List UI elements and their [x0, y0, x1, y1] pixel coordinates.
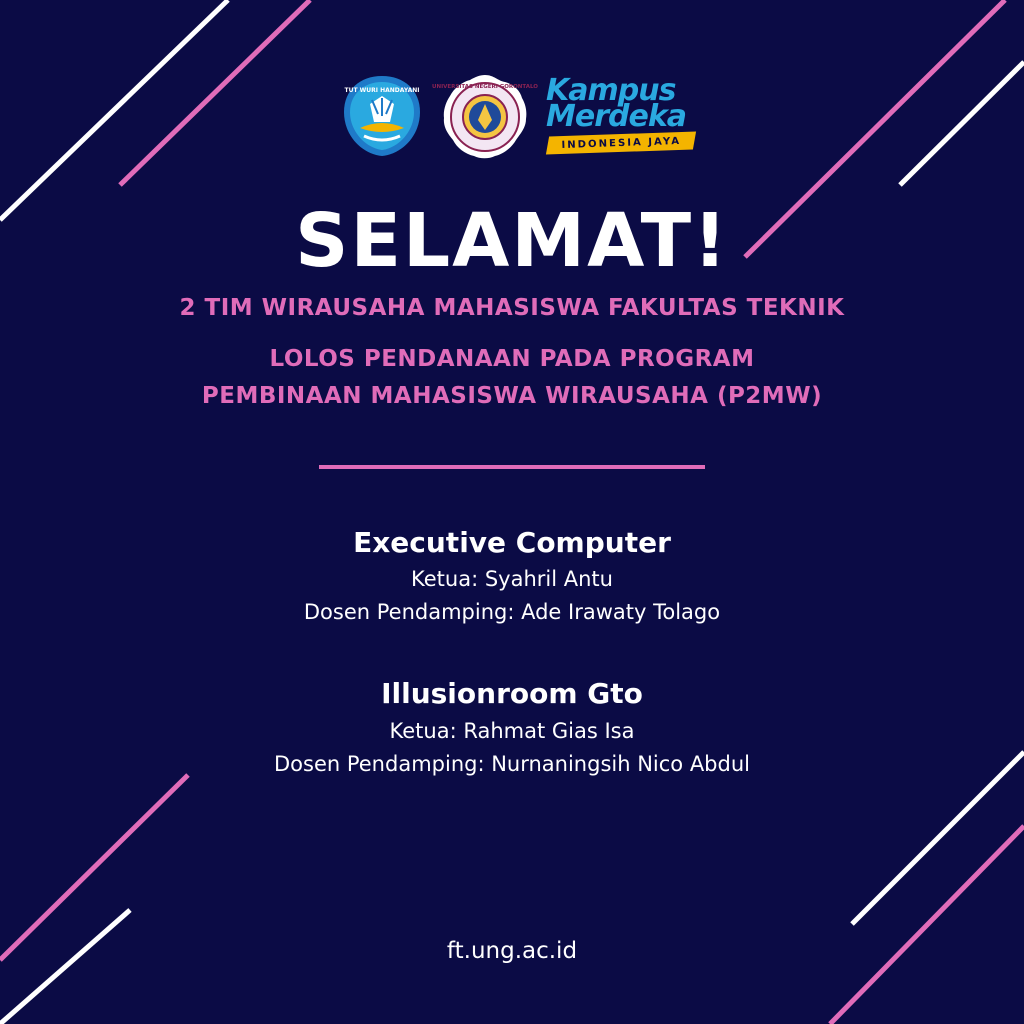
team-1-name: Executive Computer	[353, 526, 671, 559]
team-2-name: Illusionroom Gto	[381, 677, 643, 710]
headline: SELAMAT!	[295, 198, 729, 284]
program-line-1: LOLOS PENDANAAN PADA PROGRAM	[269, 346, 755, 372]
team-1-mentor: Dosen Pendamping: Ade Irawaty Tolago	[303, 600, 721, 624]
team-2-mentor: Dosen Pendamping: Nurnaningsih Nico Abdul	[273, 752, 750, 776]
ung-university-seal-logo	[432, 72, 538, 162]
subtitle: 2 TIM WIRAUSAHA MAHASISWA FAKULTAS TEKNIK	[179, 295, 845, 321]
divider-line	[319, 465, 705, 469]
white-stripe-bottom-left	[0, 910, 130, 1024]
kampus-logo-line-2: Merdeka	[546, 99, 687, 134]
ung-seal-text: UNIVERSITAS NEGERI GORONTALO	[432, 84, 538, 90]
kampus-logo-line-1: Kampus	[546, 73, 676, 108]
team-2-lead: Ketua: Rahmat Gias Isa	[389, 719, 635, 743]
white-stripe-top-right	[900, 62, 1024, 185]
team-1-lead: Ketua: Syahril Antu	[411, 567, 613, 591]
pink-stripe-bottom-right	[830, 826, 1024, 1024]
kampus-merdeka-logo	[544, 73, 704, 158]
tut-wuri-handayani-logo	[342, 74, 422, 158]
pink-stripe-bottom-left	[0, 775, 188, 960]
pink-stripe-top-left	[120, 0, 310, 185]
website-footer: ft.ung.ac.id	[446, 938, 578, 964]
kampus-logo-tagline: INDONESIA JAYA	[561, 135, 681, 151]
kampus-logo-banner	[546, 131, 696, 154]
program-line-2: PEMBINAAN MAHASISWA WIRAUSAHA (P2MW)	[201, 383, 823, 409]
tut-wuri-text: TUT WURI HANDAYANI	[344, 87, 420, 94]
